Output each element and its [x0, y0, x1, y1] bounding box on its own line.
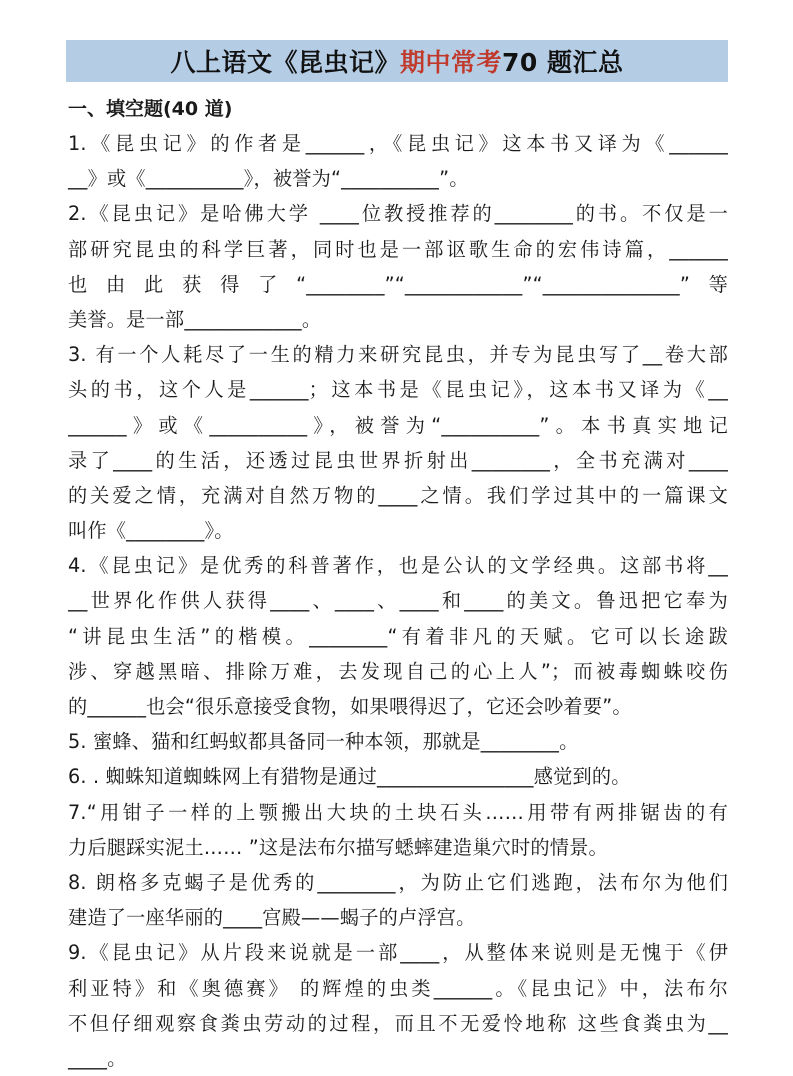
question-line: 1.《昆虫记》的作者是______，《昆虫记》这本书又译为《______ [68, 132, 728, 155]
question-line: 部研究昆虫的科学巨著，同时也是一部讴歌生命的宏伟诗篇，______ [68, 237, 728, 261]
question-7 [68, 795, 728, 865]
question-line: ______》或《__________》，被誉为“__________”。本书真实地记 [68, 413, 728, 437]
question-2 [68, 196, 728, 337]
question-line: 的关爱之情，充满对自然万物的____之情。我们学过其中的一篇课文 [68, 483, 728, 507]
question-line: ____。 [68, 1047, 127, 1070]
question-line: 9.《昆虫记》从片段来说就是一部____，从整体来说则是无愧于《伊 [68, 941, 728, 965]
question-line: 叫作《________》。 [68, 519, 234, 543]
question-line: 力后腿踩实泥土…… ”这是法布尔描写蟋蟀建造巢穴时的情景。 [68, 835, 608, 859]
question-line: 不但仔细观察食粪虫劳动的过程，而且不无爱怜地称 这些食粪虫为__ [68, 1011, 728, 1035]
question-line: 也由此获得了“________”“____________”“______________”等 [68, 272, 728, 296]
question-line: 6. . 蜘蛛知道蜘蛛网上有猎物是通过________________感觉到的。 [68, 765, 631, 789]
question-line: 3. 有一个人耗尽了一生的精力来研究昆虫，并专为昆虫写了__卷大部 [68, 343, 728, 367]
question-line: 的______也会“很乐意接受食物，如果喂得迟了，它还会吵着要”。 [68, 695, 632, 719]
section-heading: 一、填空题(40 道) [68, 98, 233, 120]
question-4 [68, 548, 728, 724]
question-line: 建造了一座华丽的____宫殿——蝎子的卢浮宫。 [68, 906, 476, 930]
question-line: __》或《__________》，被誉为“__________”。 [68, 167, 469, 191]
question-line: 4.《昆虫记》是优秀的科普著作，也是公认的文学经典。这部书将__ [68, 554, 728, 578]
title-part-1: 八上语文《昆虫记》 [170, 48, 400, 77]
question-line: 5. 蜜蜂、猫和红蚂蚁都具备同一种本领，那就是________。 [68, 730, 579, 754]
question-1 [68, 126, 728, 196]
question-line: 2.《昆虫记》是哈佛大学 ____位教授推荐的________的书。不仅是一 [68, 202, 728, 226]
question-line: “讲昆虫生活”的楷模。________“有着非凡的天赋。它可以长途跋 [68, 624, 728, 648]
question-list [68, 126, 728, 1076]
question-line: 美誉。是一部____________。 [68, 307, 322, 331]
question-line: __世界化作供人获得____、____、____和____的美文。鲁迅把它奉为 [68, 589, 728, 613]
question-5 [68, 724, 728, 759]
question-line: 涉、穿越黑暗、排除万难，去发现自己的心上人”；而被毒蜘蛛咬伤 [68, 659, 728, 683]
question-8 [68, 865, 728, 935]
question-line: 利亚特》和《奥德赛》 的辉煌的虫类______。《昆虫记》中，法布尔 [68, 976, 728, 1000]
question-line: 头的书，这个人是______；这本书是《昆虫记》，这本书又译为《__ [68, 378, 728, 402]
title-banner [66, 40, 728, 82]
title-part-3: 70 题汇总 [502, 48, 624, 77]
question-9 [68, 935, 728, 1076]
question-6 [68, 759, 728, 794]
question-line: 8. 朗格多克蝎子是优秀的________，为防止它们逃跑，法布尔为他们 [68, 871, 728, 895]
page-title [170, 43, 623, 79]
question-line: 7.“用钳子一样的上颚搬出大块的土块石头……用带有两排锯齿的有 [68, 800, 728, 824]
question-line: 录了____的生活，还透过昆虫世界折射出________，全书充满对____ [68, 448, 728, 472]
question-3 [68, 337, 728, 548]
title-part-2-highlight: 期中常考 [400, 48, 503, 77]
